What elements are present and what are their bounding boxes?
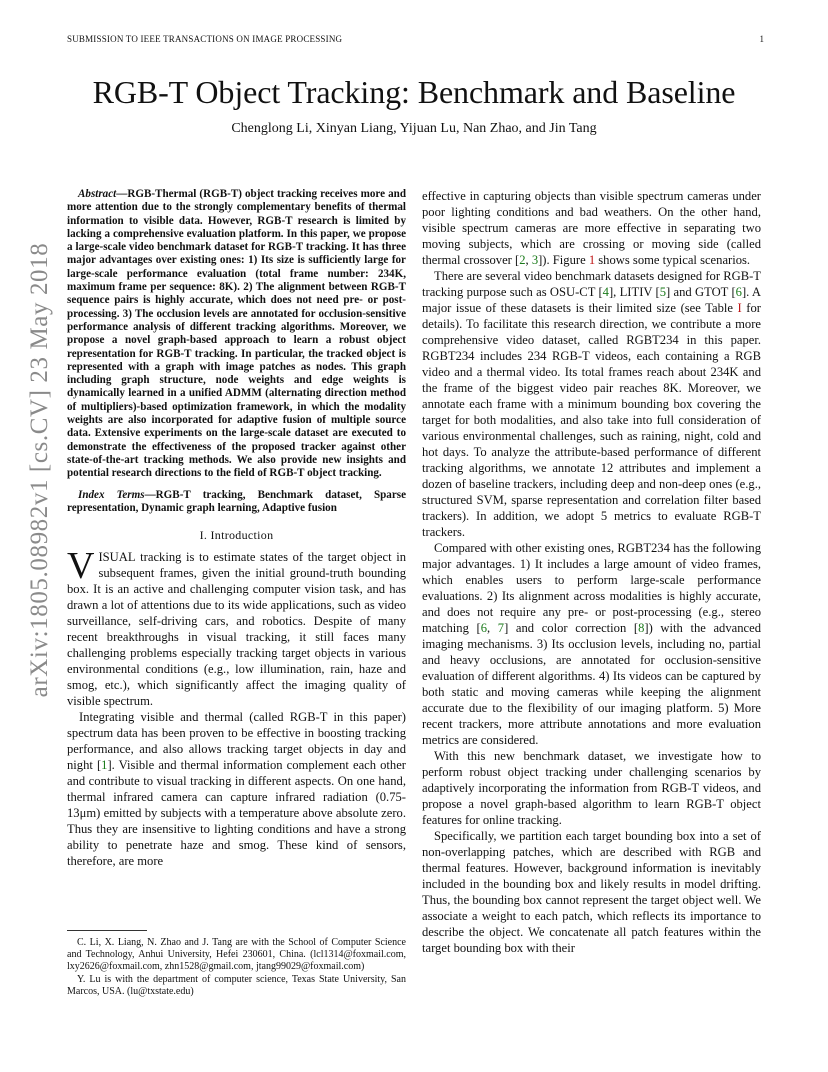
intro-paragraph-1-text: tracking is to estimate states of the target object in subsequent frames, given the initial ground-truth bounding box. It is an active and challenging computer vision task, and has drawn a lot of attentions due to its wide applications, such as video surveillance, self-driving cars, and robotics. Despite of many recent breakthroughs in visual tracking, it still faces many challenging problems especially tracking target objects in various environmental conditions (e.g., low illumination, rain, haze and smog, etc.), which significantly affect the imaging quality of visible spectrum. bbox=[67, 550, 406, 709]
right-column bbox=[422, 188, 761, 956]
intro-paragraph-6: With this new benchmark dataset, we investigate how to perform robust object tracking under challenging scenarios by adaptively incorporating the information from RGB-T videos, and propose a novel graph-based algorithm to learn RGB-T object features for online tracking. bbox=[422, 749, 761, 827]
text-run: ]. A major issue of these datasets is their limited size (see Table bbox=[422, 285, 761, 315]
author-list: Chenglong Li, Xinyan Liang, Yijuan Lu, Nan Zhao, and Jin Tang bbox=[231, 121, 597, 136]
intro-paragraph-1 bbox=[67, 545, 406, 709]
text-run: ]) with the advanced imaging mechanisms. 3) Its occlusion levels, including no, partial and heavy occlusions, are annotated for occlusion-sensitive evaluation of different algorithms. 4) Its videos can be captured by both static and moving cameras while keeping the alignment accurate due to the flexibility of our imaging platform. 5) More recent trackers, more attribute annotations and more evaluation metrics are considered. bbox=[422, 621, 762, 747]
text-run: for details). To facilitate this research direction, we contribute a more comprehensive video dataset, called RGBT234 in this paper. RGBT234 includes 234 RGB-T videos, each containing a RGB video and a thermal video. Its total frames reach about 234K and the frame of the biggest video pair reaches 8K. Moreover, we annotate each frame with a minimum bounding box covering the target for both modalities, and also take into full consideration of various environmental challenges, such as raining, night, cold and hot days. To analyze the attribute-based performance of different tracking algorithms, we annotate 12 attributes and implement a dozen of baseline trackers, including deep and non-deep ones (e.g., structured SVM, sparse representation and correlation filter based trackers). In addition, we adopt 5 metrics to evaluate RGB-T trackers. bbox=[422, 301, 761, 539]
lead-caps: ISUAL bbox=[98, 550, 136, 565]
footnote-affiliation-1: C. Li, X. Liang, N. Zhao and J. Tang are with the School of Computer Science and Technology, Anhui University, Hefei 230601, China. (lcl1314@foxmail.com, lxy2626@foxmail.com, zhn1528@gmail.com, jtang99029@foxmail.com) bbox=[67, 937, 406, 973]
index-terms-text: —RGB-T tracking, Benchmark dataset, Sparse representation, Dynamic graph learning, Adaptive fusion bbox=[67, 488, 407, 514]
text-run: Compared with other existing ones, RGBT234 has the following major advantages. 1) It includes a large amount of video frames, which enables users to perform large-scale performance evaluations. 2) Its alignment across modalities is highly accurate, and does not require any pre- or post-processing (e.g., stereo matching [ bbox=[422, 541, 761, 635]
paper-title: RGB-T Object Tracking: Benchmark and Baseline bbox=[92, 74, 736, 110]
footnote-rule bbox=[67, 930, 147, 931]
figure-link[interactable]: 1 bbox=[588, 253, 596, 267]
citation-link[interactable]: 6 bbox=[735, 285, 742, 299]
intro-paragraph-4 bbox=[422, 268, 761, 540]
intro-paragraph-5 bbox=[422, 540, 761, 748]
text-run: ]. Visible and thermal information complement each other and contribute to visual tracking in different aspects. On one hand, thermal infrared camera can capture infrared radiation (0.75-13μm) emitted by subjects with a temperature above absolute zero. Thus they are insensitive to lighting conditions and have a strong ability to penetrate haze and smog. These kind of sensors, therefore, are more bbox=[67, 758, 406, 869]
arxiv-stamp: arXiv:1805.08982v1 [cs.CV] 23 May 2018 bbox=[26, 242, 53, 698]
text-run: ] and color correction [ bbox=[504, 621, 639, 635]
index-terms bbox=[67, 489, 406, 516]
citation-link[interactable]: 7 bbox=[497, 621, 505, 635]
abstract-lead: Abstract bbox=[78, 188, 117, 200]
drop-cap: V bbox=[67, 545, 95, 588]
table-link[interactable]: I bbox=[737, 301, 742, 315]
citation-link[interactable]: 4 bbox=[602, 285, 609, 299]
footnote-affiliation-2: Y. Lu is with the department of computer science, Texas State University, San Marcos, USA. (lu@txstate.edu) bbox=[67, 973, 406, 997]
citation-link[interactable]: 5 bbox=[659, 285, 667, 299]
citation-link[interactable]: 8 bbox=[638, 621, 645, 635]
text-run: ] and GTOT [ bbox=[666, 285, 736, 299]
abstract bbox=[67, 188, 406, 481]
intro-paragraph-3 bbox=[422, 188, 761, 268]
text-run: ], LITIV [ bbox=[608, 285, 660, 299]
left-column bbox=[67, 188, 406, 869]
text-run: ]). Figure bbox=[538, 253, 589, 267]
text-run: shows some typical scenarios. bbox=[595, 253, 751, 267]
footnotes bbox=[67, 937, 406, 998]
page-number: 1 bbox=[759, 34, 764, 44]
citation-link[interactable]: 2 bbox=[519, 253, 526, 267]
running-head: SUBMISSION TO IEEE TRANSACTIONS ON IMAGE PROCESSING bbox=[67, 34, 343, 44]
text-run: , bbox=[525, 253, 532, 267]
abstract-text: —RGB-Thermal (RGB-T) object tracking receives more and more attention due to the strongly complementary benefits of thermal information to visible data. However, RGB-T research is limited by lacking a comprehensive evaluation platform. In this paper, we propose a large-scale video benchmark dataset for RGB-T tracking. It has three major advantages over existing ones: 1) Its size is sufficiently large for large-scale performance evaluation (total frame number: 234K, maximum frame per sequence: 8K). 2) The alignment between RGB-T sequence pairs is highly accurate, which does not need pre- or post-processing. 3) The occlusion levels are annotated for occlusion-sensitive performance analysis of different tracking algorithms. Moreover, we propose a novel graph-based approach to learn a robust object representation for RGB-T tracking. In particular, the tracked object is represented with a graph with image patches as nodes. This graph including graph structure, node weights and edge weights is dynamically learned in a unified ADMM (alternating direction method of multipliers)-based optimization framework, in which the modality weights are also incorporated for adaptive fusion of multiple source data. Extensive experiments on the large-scale dataset are executed to demonstrate the effectiveness of the proposed tracker against other state-of-the-art tracking methods. We also provide new insights and potential research directions to the field of RGB-T object tracking. bbox=[67, 188, 406, 480]
section-heading-introduction: I. Introduction bbox=[199, 528, 274, 543]
citation-link[interactable]: 3 bbox=[531, 253, 539, 267]
text-run: There are several video benchmark datasets designed for RGB-T tracking purpose such as OSU-CT [ bbox=[422, 269, 761, 299]
citation-link[interactable]: 6 bbox=[480, 621, 487, 635]
index-terms-lead: Index Terms bbox=[78, 488, 145, 501]
citation-link[interactable]: 1 bbox=[101, 758, 108, 773]
text-run: Integrating visible and thermal (called RGB-T in this paper) spectrum data has been proven to be effective in boosting tracking performance, and also allows tracking target objects in day and night [ bbox=[67, 710, 406, 773]
intro-paragraph-7: Specifically, we partition each target bounding box into a set of non-overlapping patches, which are described with RGB and thermal features. However, background information is inevitably included in the bounding box and likely results in model drifting. Thus, the bounding box cannot represent the target object well. We associate a weight to each patch, which reflects its importance to describe the object. We concatenate all patch features within the target bounding box with their bbox=[422, 829, 761, 955]
text-run: , bbox=[487, 621, 498, 635]
intro-paragraph-2 bbox=[67, 709, 406, 869]
text-run: effective in capturing objects than visible spectrum cameras under poor lighting conditions and bad weathers. On the other hand, visible spectrum cameras are more effective in separating two moving subjects, which are crossing or moving side (called thermal crossover [ bbox=[422, 189, 761, 267]
